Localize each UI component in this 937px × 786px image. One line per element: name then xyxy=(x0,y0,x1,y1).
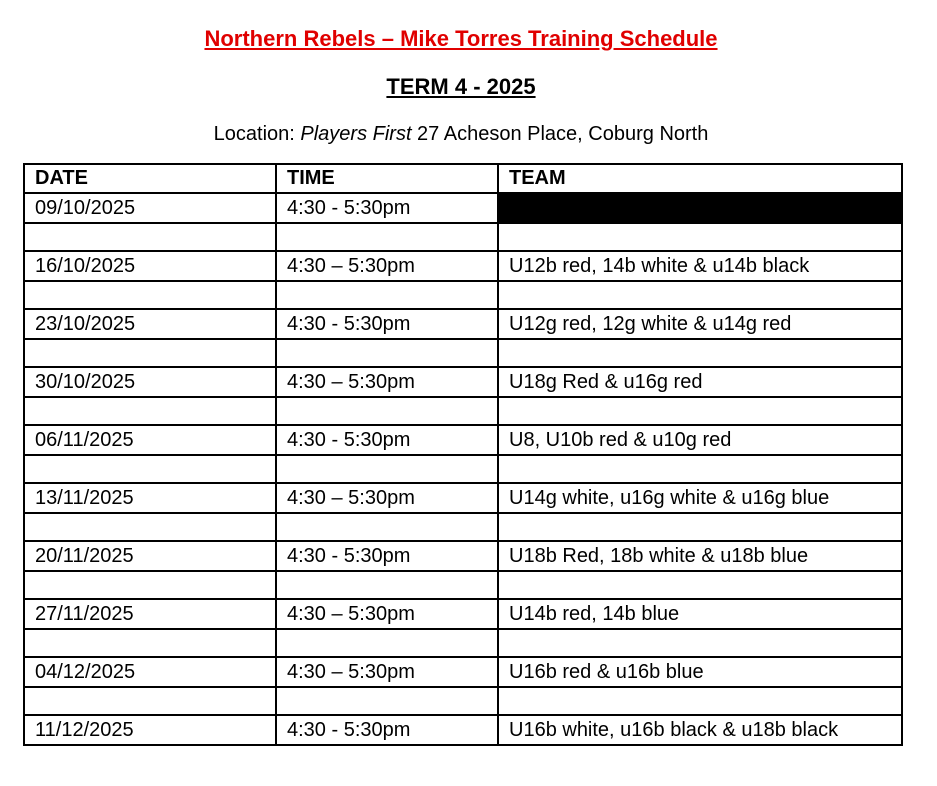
term-heading: TERM 4 - 2025 xyxy=(386,74,536,99)
empty-cell xyxy=(24,513,276,541)
team-cell: U14b red, 14b blue xyxy=(498,599,902,629)
spacer-row xyxy=(24,397,902,425)
date-cell: 06/11/2025 xyxy=(24,425,276,455)
team-cell: U8, U10b red & u10g red xyxy=(498,425,902,455)
date-cell: 13/11/2025 xyxy=(24,483,276,513)
empty-cell xyxy=(24,629,276,657)
time-cell: 4:30 – 5:30pm xyxy=(276,251,498,281)
time-cell: 4:30 – 5:30pm xyxy=(276,599,498,629)
empty-cell xyxy=(498,223,902,251)
empty-cell xyxy=(276,687,498,715)
time-cell: 4:30 - 5:30pm xyxy=(276,715,498,745)
empty-cell xyxy=(24,281,276,309)
spacer-row xyxy=(24,339,902,367)
table-row xyxy=(24,309,902,339)
spacer-row xyxy=(24,223,902,251)
spacer-row xyxy=(24,513,902,541)
empty-cell xyxy=(24,571,276,599)
document-title: Northern Rebels – Mike Torres Training Schedule xyxy=(204,26,718,51)
time-cell: 4:30 – 5:30pm xyxy=(276,657,498,687)
time-cell: 4:30 – 5:30pm xyxy=(276,367,498,397)
empty-cell xyxy=(498,687,902,715)
empty-cell xyxy=(24,339,276,367)
empty-cell xyxy=(498,397,902,425)
schedule-body xyxy=(24,193,902,745)
location-prefix: Location: xyxy=(213,123,301,145)
empty-cell xyxy=(276,281,498,309)
time-cell: 4:30 - 5:30pm xyxy=(276,541,498,571)
date-cell: 20/11/2025 xyxy=(24,541,276,571)
empty-cell xyxy=(276,397,498,425)
team-cell: U16b white, u16b black & u18b black xyxy=(498,715,902,745)
empty-cell xyxy=(276,223,498,251)
time-cell: 4:30 – 5:30pm xyxy=(276,483,498,513)
table-header-row xyxy=(24,164,902,193)
team-cell: U18g Red & u16g red xyxy=(498,367,902,397)
empty-cell xyxy=(498,339,902,367)
table-row xyxy=(24,367,902,397)
location-line xyxy=(0,123,922,146)
team-cell: U12b red, 14b white & u14b black xyxy=(498,251,902,281)
schedule-table xyxy=(23,163,903,746)
location-address: 27 Acheson Place, Coburg North xyxy=(411,123,709,145)
empty-cell xyxy=(498,281,902,309)
date-cell: 30/10/2025 xyxy=(24,367,276,397)
date-cell: 11/12/2025 xyxy=(24,715,276,745)
table-row xyxy=(24,193,902,223)
team-cell: U14g white, u16g white & u16g blue xyxy=(498,483,902,513)
date-cell: 04/12/2025 xyxy=(24,657,276,687)
empty-cell xyxy=(24,687,276,715)
date-cell: 16/10/2025 xyxy=(24,251,276,281)
date-cell: 23/10/2025 xyxy=(24,309,276,339)
spacer-row xyxy=(24,571,902,599)
empty-cell xyxy=(498,571,902,599)
empty-cell xyxy=(24,223,276,251)
empty-cell xyxy=(276,629,498,657)
date-cell: 27/11/2025 xyxy=(24,599,276,629)
column-header-date: DATE xyxy=(24,164,276,193)
empty-cell xyxy=(24,455,276,483)
column-header-team: TEAM xyxy=(498,164,902,193)
empty-cell xyxy=(24,397,276,425)
redacted-team-cell xyxy=(498,193,902,223)
table-row xyxy=(24,425,902,455)
table-row xyxy=(24,657,902,687)
empty-cell xyxy=(498,513,902,541)
empty-cell xyxy=(498,455,902,483)
table-row xyxy=(24,715,902,745)
table-row xyxy=(24,483,902,513)
empty-cell xyxy=(498,629,902,657)
spacer-row xyxy=(24,687,902,715)
table-row xyxy=(24,251,902,281)
table-row xyxy=(24,599,902,629)
spacer-row xyxy=(24,629,902,657)
empty-cell xyxy=(276,513,498,541)
empty-cell xyxy=(276,571,498,599)
spacer-row xyxy=(24,455,902,483)
date-cell: 09/10/2025 xyxy=(24,193,276,223)
team-cell: U12g red, 12g white & u14g red xyxy=(498,309,902,339)
spacer-row xyxy=(24,281,902,309)
table-row xyxy=(24,541,902,571)
time-cell: 4:30 - 5:30pm xyxy=(276,425,498,455)
empty-cell xyxy=(276,339,498,367)
column-header-time: TIME xyxy=(276,164,498,193)
time-cell: 4:30 - 5:30pm xyxy=(276,309,498,339)
team-cell: U18b Red, 18b white & u18b blue xyxy=(498,541,902,571)
team-cell: U16b red & u16b blue xyxy=(498,657,902,687)
empty-cell xyxy=(276,455,498,483)
location-venue: Players First xyxy=(300,123,412,145)
time-cell: 4:30 - 5:30pm xyxy=(276,193,498,223)
